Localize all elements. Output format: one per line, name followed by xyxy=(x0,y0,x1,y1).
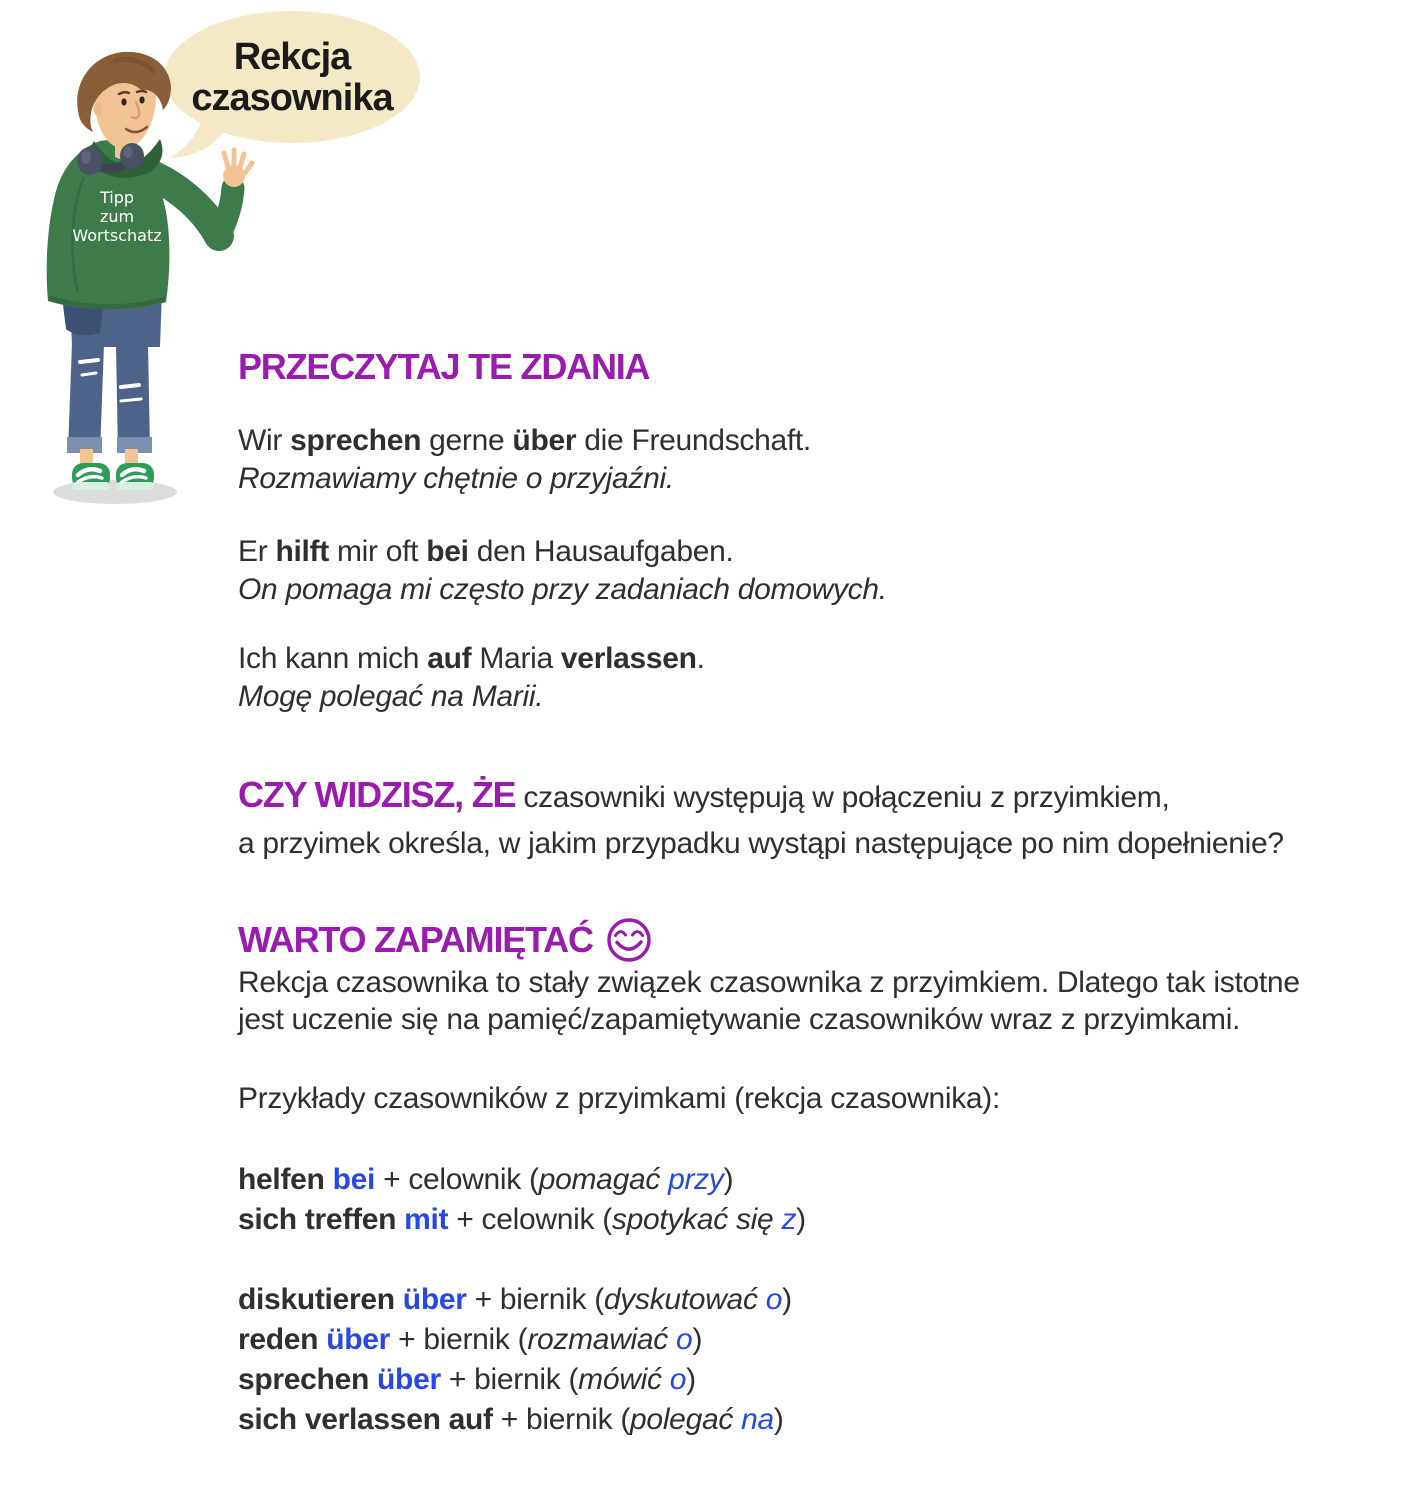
raised-hand xyxy=(223,150,252,187)
verb-group-dative xyxy=(238,1160,806,1240)
bubble-text-line2: czasownika xyxy=(191,77,393,119)
verb-rule-line: sich treffen mit + celownik (spotykać się z) xyxy=(238,1203,806,1236)
left-shoe xyxy=(72,463,110,490)
read-heading: PRZECZYTAJ TE ZDANIA xyxy=(238,346,650,387)
remember-heading: WARTO ZAPAMIĘTAĆ xyxy=(238,919,593,960)
left-eye xyxy=(121,98,126,105)
remember-heading-row xyxy=(238,916,653,964)
polish-translation-3: Mogę polegać na Marii. xyxy=(238,680,544,713)
verb-rule-line: sprechen über + biernik (mówić o) xyxy=(238,1363,696,1396)
notice-paragraph: CZY WIDZISZ, ŻE czasowniki występują w połączeniu z przyimkiem, a przyimek określa, w jakim przypadku wystąpi następujące po nim dopełnienie? xyxy=(238,774,1284,860)
smiling-face-emoji-icon xyxy=(605,916,653,964)
hoodie-text-line3: Wortschatz xyxy=(72,226,162,245)
sentence-pair-3 xyxy=(238,640,705,716)
polish-translation-1: Rozmawiamy chętnie o przyjaźni. xyxy=(238,462,674,495)
hoodie-text-line1: Tipp xyxy=(99,188,135,207)
sentence-pair-2 xyxy=(238,533,887,609)
bubble-text-line1: Rekcja xyxy=(233,36,351,78)
right-shoe xyxy=(116,463,154,490)
german-sentence-1: Wir sprechen gerne über die Freundschaft. xyxy=(238,424,811,457)
sentence-pair-1 xyxy=(238,422,811,498)
verb-rule-line: sich verlassen auf + biernik (polegać na) xyxy=(238,1403,784,1436)
german-sentence-3: Ich kann mich auf Maria verlassen. xyxy=(238,642,705,675)
polish-translation-2: On pomaga mi często przy zadaniach domowych. xyxy=(238,573,887,606)
hoodie-text-line2: zum xyxy=(99,207,135,226)
german-sentence-2: Er hilft mir oft bei den Hausaufgaben. xyxy=(238,535,734,568)
jeans xyxy=(62,290,162,453)
right-eyebrow xyxy=(137,91,146,92)
ear xyxy=(94,102,103,116)
speech-bubble xyxy=(164,11,420,158)
verb-rule-line: reden über + biernik (rozmawiać o) xyxy=(238,1323,703,1356)
remember-body: Rekcja czasownika to stały związek czasownika z przyimkiem. Dlatego tak istotne jest uczenie się na pamięć/zapamiętywanie czasowników wraz z przyimkami. xyxy=(238,966,1300,1036)
examples-intro: Przykłady czasowników z przyimkami (rekcja czasownika): xyxy=(238,1082,1001,1115)
right-eye xyxy=(139,96,144,103)
verb-group-accusative xyxy=(238,1280,792,1440)
ground-shadow xyxy=(53,480,177,504)
verb-rule-line: helfen bei + celownik (pomagać przy) xyxy=(238,1163,734,1196)
head xyxy=(77,52,171,149)
verb-rule-line: diskutieren über + biernik (dyskutować o) xyxy=(238,1283,792,1316)
